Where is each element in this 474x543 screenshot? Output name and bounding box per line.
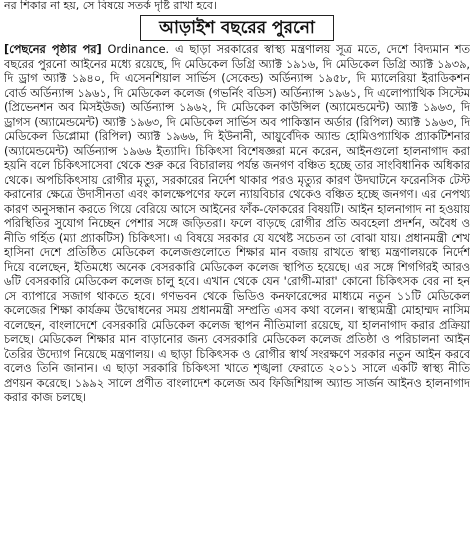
article-body	[4, 43, 470, 541]
article-headline: আড়াইশ বছরের পুরনো	[140, 15, 334, 41]
article-body-text: Ordinance. এ ছাড়া সরকারের স্বাস্থ্য মন্ত্রণালয় সূত্র মতে, দেশে বিদ্যমান শত বছরের পুরনো আইনের মধ্যে রয়েছে, দি মেডিকেল ডিগ্রি অ্যাক্ট ১৯১৬, দি মেডিকেল ডিগ্রি অ্যাক্ট ১৯৩৯, দি ড্রাগ অ্যাক্ট ১৯৪০, দি এসেনশিয়াল সার্ভিস (সেকেন্ড) অর্ডিন্যান্স ১৯৫৮, দি ম্যালেরিয়া ইরাডিকশন বোর্ড অর্ডিন্যান্স ১৯৬১, দি মেডিকেল কলেজ (গভর্নিং বডিস) অর্ডিন্যান্স ১৯৬১, দি এলোপ্যাথিক সিস্টেম (প্রিভেনশন অব মিসইউজ) অর্ডিন্যান্স ১৯৬২, দি মেডিকেল কাউন্সিল (অ্যামেন্ডমেন্ট) অ্যাক্ট ১৯৬৩, দি ড্রাগস (অ্যামেন্ডমেন্ট) অ্যাক্ট ১৯৬৩, দি মেডিকেল সার্ভিস অব পাকিস্তান অর্ডার (রিপিল) অ্যাক্ট ১৯৬৩, দি মেডিকেল ডিপ্লোমা (রিপিল) অ্যাক্ট ১৯৬৬, দি ইউনানী, আয়ুর্বেদিক অ্যান্ড হোমিওপ্যাথিক প্র্যাকটিশনার (অ্যামেন্ডমেন্ট) অর্ডিন্যান্স ১৯৬৬ ইত্যাদি। চিকিৎসা বিশেষজ্ঞরা মনে করেন, আইনগুলো হালনাগাদ করা হয়নি বলে চিকিৎসাসেবা থেকে শুরু করে বিচারালয় পর্যন্ত জনগণ বঞ্চিত হচ্ছে তার সাংবিধানিক অধিকার থেকে। অপচিকিৎসায় রোগীর মৃত্যু, সরকারের নির্দেশ থাকার পরও মৃত্যুর কারণ উদঘাটনে ফরেনসিক টেস্ট করানোর ক্ষেত্রে উদাসীনতা এবং কালক্ষেপণের ফলে ন্যায়বিচার থেকেও বঞ্চিত হচ্ছে জনগণ। এর নেপথ্য কারণ অনুসন্ধান করতে গিয়ে বেরিয়ে আসে আইনের ফাঁক-ফোকরের বিষয়টি। আইন হালনাগাদ না হওয়ায় পরিস্থিতির সুযোগ নিচ্ছেন পেশার সঙ্গে জড়িতরা। ফলে বাড়ছে রোগীর প্রতি অবহেলা প্রদর্শন, অবৈধ ও নীতি গর্হিত (ম্যা প্র্যাকটিস) চিকিৎসা। এ বিষয়ে সরকার যে যথেষ্ট সচেতন তা বোঝা যায়। প্রধানমন্ত্রী শেখ হাসিনা দেশে প্রতিষ্ঠিত মেডিকেল কলেজগুলোতে শিক্ষার মান বজায় রাখতে স্বাস্থ্য মন্ত্রণালয়কে নির্দেশ দিয়ে বলেছেন, ইতিমধ্যে অনেক বেসরকারি মেডিকেল কলেজ স্থাপিত হয়েছে। এর সঙ্গে শিগগিরই আরও ৬টি বেসরকারি মেডিকেল কলেজ চালু হবে। এখান থেকে যেন 'রোগী-মারা' কোনো চিকিৎসক বের না হন সে ব্যাপারে সজাগ থাকতে হবে। গণভবন থেকে ভিডিও কনফারেন্সের মাধ্যমে নতুন ১১টি মেডিকেল কলেজের শিক্ষা কার্যক্রম উদ্বোধনের সময় প্রধানমন্ত্রী সম্প্রতি এসব কথা বলেন। স্বাস্থ্যমন্ত্রী মোহাম্মদ নাসিম বলেছেন, বাংলাদেশে বেসরকারি মেডিকেল কলেজ স্থাপন নীতিমালা রয়েছে, যা হালনাগাদ করার প্রক্রিয়া চলছে। মেডিকেল শিক্ষার মান বাড়ানোর জন্য বেসরকারি মেডিকেল কলেজ প্রতিষ্ঠা ও পরিচালনা আইন তৈরির উদ্যোগ নিয়েছে মন্ত্রণালয়। এ ছাড়া চিকিৎসক ও রোগীর স্বার্থ সংরক্ষণে সরকার নতুন আইন করবে বলেও তিনি জানান। এ ছাড়া সরকারি চিকিৎসা খাতে শৃঙ্খলা ফেরাতে ২০১১ সালে একটি স্বাস্থ্য নীতি প্রণয়ন করেছে। ১৯৯২ সালে প্রণীত বাংলাদেশ কলেজ অব ফিজিশিয়ান্স অ্যান্ড সার্জন আইনও হালনাগাদ করার কাজ চলছে।	[4, 43, 470, 404]
previous-article-last-line: নর শিকার না হয়, সে বিষয়ে সতর্ক দৃষ্টি রাখা হবে।	[4, 0, 217, 12]
continuation-label: [পেছনের পৃষ্ঠার পর]	[4, 43, 102, 56]
